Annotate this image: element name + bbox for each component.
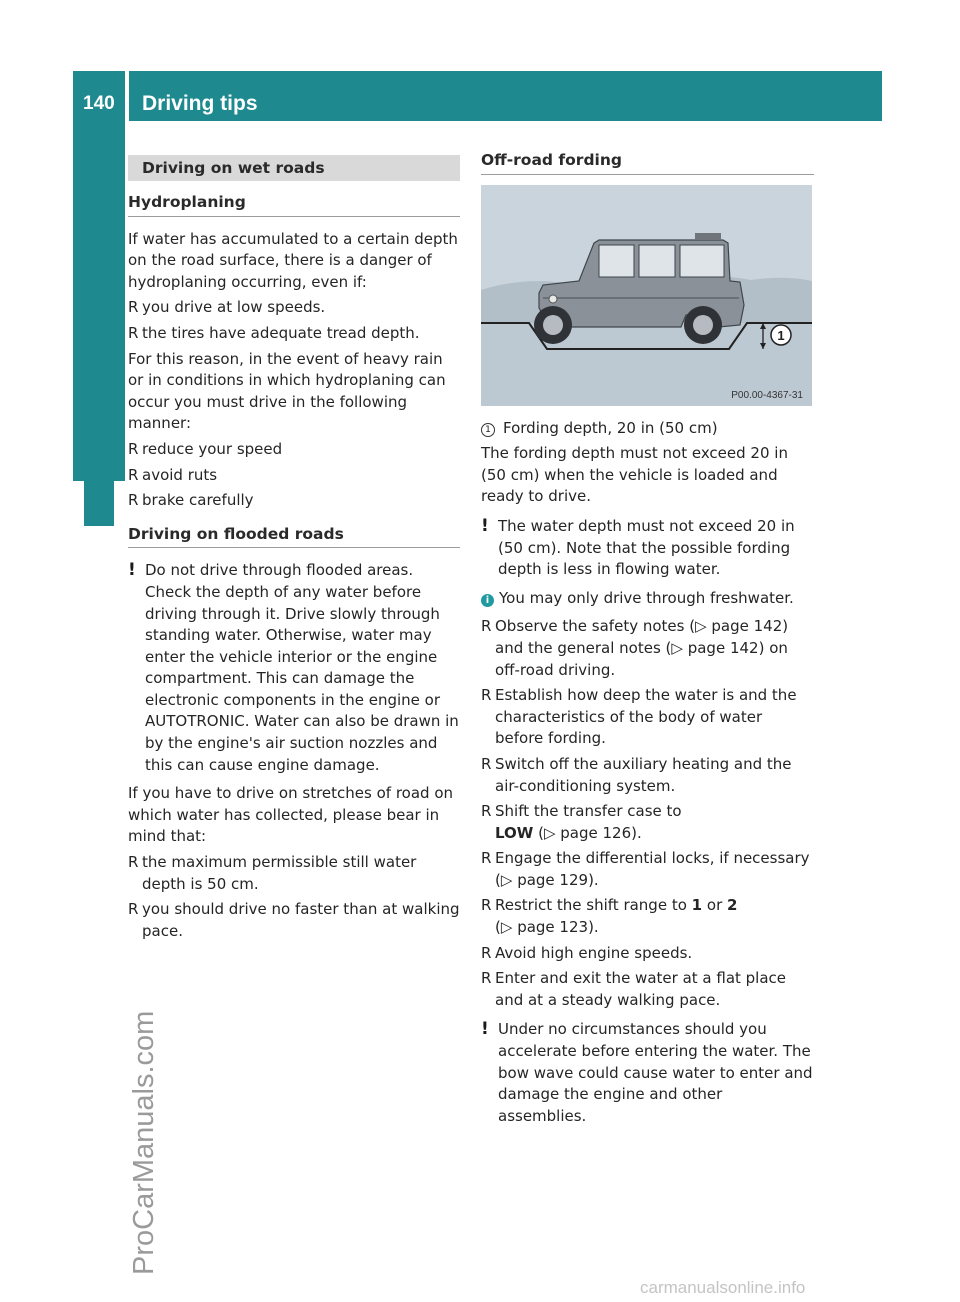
warning-icon: ! xyxy=(128,560,136,581)
bullet-icon: R xyxy=(128,900,139,919)
side-watermark: ProCarManuals.com xyxy=(128,1010,160,1275)
warning-note: ! Do not drive through flooded areas. Check the depth of any water before driving through it. Drive slowly through standing water. Otherwise, water may enter the vehicle interior or the engine compartment. This can damage the electronic components in the engine or AUTOTRONIC. Water can also be drawn in by the engine's air suction nozzles and this can cause engine damage. xyxy=(128,560,459,774)
page-title: Driving tips xyxy=(142,92,258,115)
bullet-icon: R xyxy=(481,849,492,868)
page-ref-arrow-icon: ▷ xyxy=(543,823,556,842)
depth-text: The fording depth must not exceed 20 in (50 cm) when the vehicle is loaded and ready to drive. xyxy=(481,444,788,506)
heading-hydroplaning: Hydroplaning xyxy=(128,192,460,217)
page-ref-link[interactable]: page 126 xyxy=(560,823,632,842)
list-item: R you drive at low speeds. xyxy=(128,297,460,319)
bullet-icon: R xyxy=(481,896,492,915)
hydro-intro: If water has accumulated to a certain depth on the road surface, there is a danger of hydroplaning occurring, even if: xyxy=(128,229,458,291)
page-ref-arrow-icon: ▷ xyxy=(500,918,513,937)
list-item: R reduce your speed xyxy=(128,439,460,461)
list-item: R Restrict the shift range to 1 or 2 (▷ page 123). xyxy=(481,896,738,937)
page-ref-link[interactable]: page 142 xyxy=(687,638,759,657)
page-ref-arrow-icon: ▷ xyxy=(695,617,707,636)
figure-code: P00.00-4367-31 xyxy=(731,389,803,401)
bullet-icon: R xyxy=(481,969,492,988)
info-note: i You may only drive through freshwater. xyxy=(481,588,814,610)
flood-intro: If you have to drive on stretches of road on which water has collected, please bear in mind that: xyxy=(128,784,453,846)
warning-note: ! The water depth must not exceed 20 in (50 cm). Note that the possible fording depth is less in flowing water. xyxy=(481,515,795,579)
list-item: R Shift the transfer case to LOW (▷ page 126). xyxy=(481,802,682,842)
bullet-icon: R xyxy=(481,802,492,821)
list-item: R Establish how deep the water is and the characteristics of the body of water before fording. xyxy=(481,686,797,748)
figure-caption: 1 Fording depth, 20 in (50 cm) xyxy=(481,418,814,440)
footer-watermark: carmanualsonline.info xyxy=(640,1278,806,1297)
page-ref-link[interactable]: page 129 xyxy=(517,870,589,889)
page-ref-arrow-icon: ▷ xyxy=(671,638,683,657)
page-ref-link[interactable]: page 123 xyxy=(517,918,589,937)
bullet-icon: R xyxy=(128,491,139,510)
page-ref-arrow-icon: ▷ xyxy=(500,870,513,889)
list-item: R Avoid high engine speeds. xyxy=(481,943,814,965)
list-item: R avoid ruts xyxy=(128,465,460,487)
page-ref-link[interactable]: page 142 xyxy=(711,617,783,636)
list-item: R Observe the safety notes (▷ page 142) and the general notes (▷ page 142) on off-road driving. xyxy=(481,617,789,679)
list-item: R brake carefully xyxy=(128,490,460,512)
callout-1-icon: 1 xyxy=(481,423,495,437)
left-column xyxy=(128,155,460,946)
list-item: R the tires have adequate tread depth. xyxy=(128,323,460,345)
section-label: Driving and parking xyxy=(100,243,125,450)
bullet-icon: R xyxy=(128,439,139,458)
bullet-icon: R xyxy=(128,853,139,872)
right-column xyxy=(481,150,814,1134)
list-item: R you should drive no faster than at walking pace. xyxy=(128,900,460,940)
section-band-wet-roads: Driving on wet roads xyxy=(128,155,460,181)
list-item: R the maximum permissible still water depth is 50 cm. xyxy=(128,853,417,893)
bullet-icon: R xyxy=(128,465,139,484)
section-tab-marker xyxy=(84,481,114,526)
fording-illustration xyxy=(481,185,812,406)
heading-off-road-fording: Off-road fording xyxy=(481,150,814,175)
header-divider xyxy=(125,71,129,121)
warning-icon: ! xyxy=(481,1019,489,1040)
heading-flooded-roads: Driving on flooded roads xyxy=(128,524,460,549)
list-item: R Engage the differential locks, if necessary (▷ page 129). xyxy=(481,849,810,889)
page-number: 140 xyxy=(73,71,125,121)
bullet-icon: R xyxy=(481,617,492,636)
bullet-icon: R xyxy=(128,298,139,317)
bullet-icon: R xyxy=(128,323,139,342)
list-item: R Enter and exit the water at a flat place and at a steady walking pace. xyxy=(481,969,787,1009)
list-item: R Switch off the auxiliary heating and the air-conditioning system. xyxy=(481,754,792,795)
hydro-reason: For this reason, in the event of heavy rain or in conditions in which hydroplaning can occur you must drive in the following manner: xyxy=(128,349,446,433)
info-icon: i xyxy=(481,594,494,607)
warning-icon: ! xyxy=(481,515,489,536)
fording-figure xyxy=(481,185,812,406)
warning-note: ! Under no circumstances should you accelerate before entering the water. The bow wave could cause water to enter and damage the engine and other assemblies. xyxy=(481,1019,813,1125)
figure-callout-number: 1 xyxy=(777,327,785,343)
bullet-icon: R xyxy=(481,754,492,773)
bullet-icon: R xyxy=(481,943,492,962)
bullet-icon: R xyxy=(481,686,492,705)
